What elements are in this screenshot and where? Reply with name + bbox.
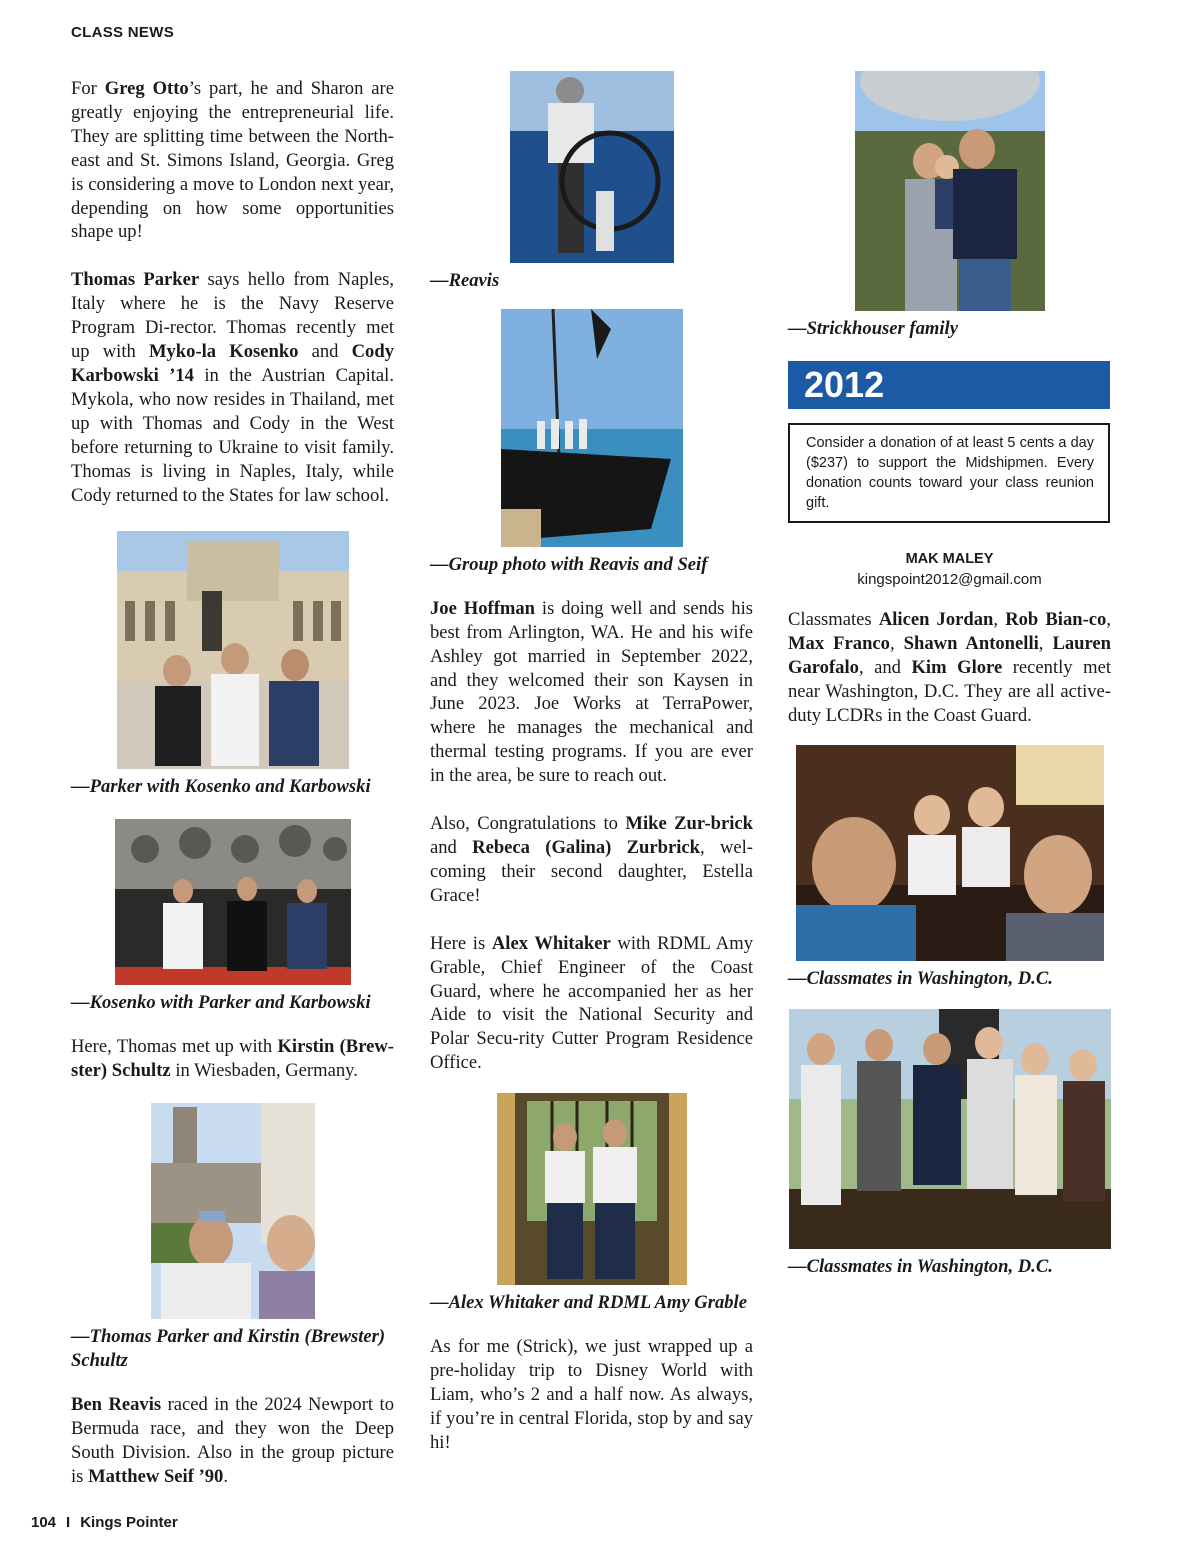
photo-kosenko-mural bbox=[115, 819, 351, 985]
column-2 bbox=[430, 70, 753, 1479]
paragraph-classmates-dc: Classmates Alicen Jordan, Rob Bian-co, Max Franco, Shawn Antonelli, Lauren Garofalo, and Kim Glore recently met near Washington, D.C. They are all active-duty LCDRs in the Coast Guard. bbox=[788, 608, 1112, 726]
contact-name: MAK MALEY bbox=[905, 550, 994, 567]
photo-whitaker-grable bbox=[497, 1093, 687, 1285]
column-1 bbox=[71, 77, 394, 1512]
donation-box: Consider a donation of at least 5 cents a day ($237) to support the Midshipmen. Every donation counts toward your class reunion gift. bbox=[788, 423, 1110, 523]
contact-email[interactable]: kingspoint2012@gmail.com bbox=[857, 570, 1042, 588]
publication-name: Kings Pointer bbox=[80, 1514, 178, 1531]
caption-parker-schultz: —Thomas Parker and Kirstin (Brewster) Schultz bbox=[71, 1326, 386, 1371]
paragraph-joe-hoffman: Joe Hoffman is doing well and sends his best from Arlington, WA. He and his wife Ashley got married in September 2022, and they welcomed their son Kaysen in June 2023. Joe Works at TerraPower, where he manages the mechanical and thermal testing programs. If you are ever in the area, be sure to reach out. bbox=[430, 597, 753, 787]
paragraph-kirstin-schultz: Here, Thomas met up with Kirstin (Brew-ster) Schultz in Wiesbaden, Germany. bbox=[71, 1036, 394, 1082]
caption-parker-kosenko-karbowski: —Parker with Kosenko and Karbowski bbox=[71, 776, 371, 798]
column-3 bbox=[788, 70, 1111, 1299]
paragraph-ben-reavis: Ben Reavis raced in the 2024 Newport to Bermuda race, and they won the Deep South Division. Also in the group picture is Matthew Seif ’90. bbox=[71, 1393, 395, 1487]
caption-classmates-dc-2: —Classmates in Washington, D.C. bbox=[788, 1256, 1053, 1278]
page-number: 104 bbox=[31, 1514, 57, 1531]
photo-classmates-dc-group bbox=[789, 1009, 1111, 1249]
photo-parker-schultz bbox=[151, 1103, 315, 1319]
paragraph-alex-whitaker: Here is Alex Whitaker with RDML Amy Grable, Chief Engineer of the Coast Guard, where he accompanied her as her Aide to visit the National Security and Polar Secu-rity Cutter Program Residence Office. bbox=[430, 932, 753, 1074]
paragraph-strick: As for me (Strick), we just wrapped up a pre-holiday trip to Disney World with Liam, who’s 2 and a half now. As always, if you’re in central Florida, stop by and say hi! bbox=[430, 1336, 753, 1453]
caption-whitaker-grable: —Alex Whitaker and RDML Amy Grable bbox=[430, 1292, 747, 1314]
paragraph-thomas-parker: Thomas Parker says hello from Naples, Italy where he is the Navy Reserve Program Di-rector. Thomas recently met up with Myko-la Kosenko and Cody Karbowski ’14 in the Austrian Capital. Mykola, who now resides in Thailand, met up with Thomas and Cody in the West before returning to Ukraine to visit family. Thomas is living in Naples, Italy, while Cody returned to the States for law school. bbox=[71, 269, 395, 506]
photo-strickhouser-family bbox=[855, 71, 1045, 311]
photo-reavis-helm bbox=[510, 71, 674, 263]
caption-group-reavis-seif: —Group photo with Reavis and Seif bbox=[430, 553, 708, 575]
photo-parker-vienna bbox=[117, 531, 349, 769]
caption-kosenko-parker-karbowski: —Kosenko with Parker and Karbowski bbox=[71, 992, 371, 1014]
page-footer bbox=[31, 1514, 178, 1531]
caption-classmates-dc-1: —Classmates in Washington, D.C. bbox=[788, 968, 1053, 990]
caption-reavis: —Reavis bbox=[430, 270, 500, 291]
paragraph-greg-otto: For Greg Otto’s part, he and Sharon are greatly enjoying the entrepreneurial life. They are splitting time between the North-east and St. Simons Island, Georgia. Greg is considering a move to London next year, depending on how some opportunities shape up! bbox=[71, 78, 394, 243]
photo-classmates-dc-selfie bbox=[796, 745, 1104, 961]
class-contact bbox=[788, 549, 1111, 590]
photo-group-reavis-seif bbox=[501, 309, 683, 547]
section-header: CLASS NEWS bbox=[71, 24, 175, 41]
class-year-banner: 2012 bbox=[788, 361, 1110, 409]
footer-separator: I bbox=[66, 1514, 71, 1531]
paragraph-zurbrick: Also, Congratulations to Mike Zur-brick and Rebeca (Galina) Zurbrick, wel-coming their second daughter, Estella Grace! bbox=[430, 813, 754, 906]
caption-strickhouser-family: —Strickhouser family bbox=[788, 318, 958, 339]
